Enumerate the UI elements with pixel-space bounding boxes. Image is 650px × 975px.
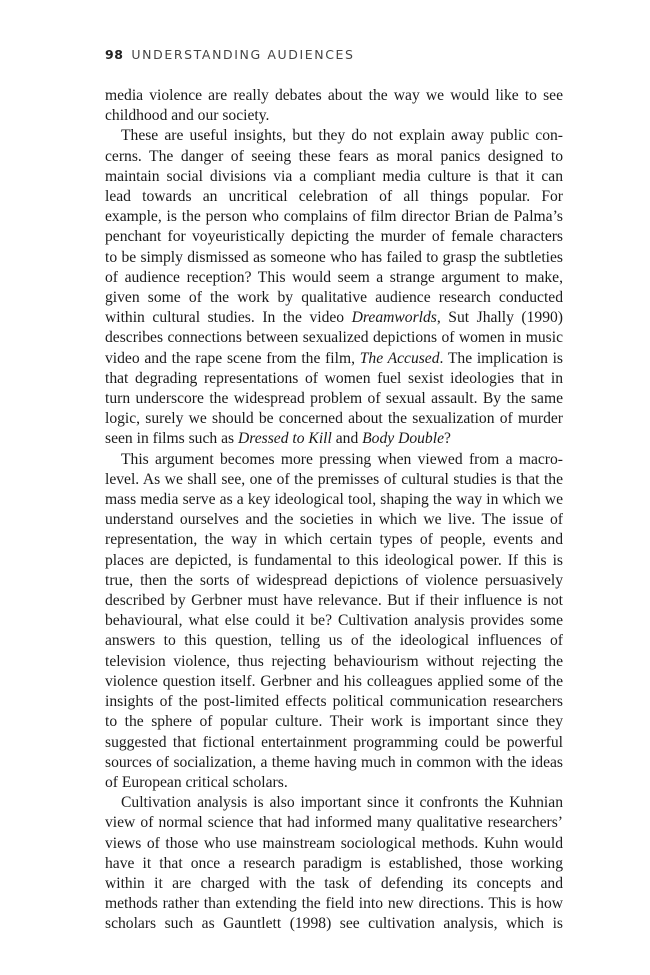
text-line: within it are charged with the task of defending its concepts and [105, 874, 563, 892]
text-line: to the sphere of popular culture. Their work is important since they [105, 713, 563, 731]
text-line: views of those who use mainstream sociological methods. Kuhn would [105, 834, 563, 852]
italic-title: The Accused [359, 349, 440, 367]
text-line: penchant for voyeuristically depicting the murder of female characters [105, 228, 563, 246]
italic-title: Body Double [362, 430, 444, 448]
text-line: understand ourselves and the societies in which we live. The issue of [105, 511, 563, 529]
paragraph [105, 450, 563, 793]
text-line: Cultivation analysis is also important since it confronts the Kuhnian [121, 794, 563, 812]
text-line: This argument becomes more pressing when viewed from a macro- [121, 450, 563, 468]
paragraph [105, 126, 563, 449]
page-number: 98 [105, 47, 124, 62]
text-line: maintain social divisions via a compliant media culture is that it can [105, 167, 563, 185]
running-title: UNDERSTANDING AUDIENCES [131, 47, 355, 62]
text-line: representation, the way in which certain types of people, events and [105, 531, 563, 549]
text-line: given some of the work by qualitative audience research conducted [105, 289, 563, 307]
text-line: methods rather than extending the field into new directions. This is how [105, 895, 563, 913]
text-line: described by Gerbner must have relevance. But if their influence is not [105, 592, 563, 610]
body-text [105, 86, 563, 935]
paragraph [105, 793, 563, 934]
text-line: mass media serve as a key ideological tool, shaping the way in which we [105, 491, 563, 509]
text-line: have it that once a research paradigm is established, those working [105, 854, 563, 872]
text-line: view of normal science that had informed many qualitative researchers’ [105, 814, 563, 832]
text-line: answers to this question, telling us of the ideological influences of [105, 632, 563, 650]
text-line: logic, surely we should be concerned about the sexualization of murder [105, 410, 563, 428]
text-line: places are depicted, is fundamental to this ideological power. If this is [105, 551, 563, 569]
text-line: insights of the post-limited effects political communication researchers [105, 693, 563, 711]
text-line: violence question itself. Gerbner and his colleagues applied some of the [105, 672, 563, 690]
text-line: television violence, thus rejecting behaviourism without rejecting the [105, 652, 563, 670]
text-line: turn underscore the widespread problem of sexual assault. By the same [105, 390, 563, 408]
text-line: lead towards an uncritical celebration of all things popular. For [105, 188, 563, 206]
text-line: These are useful insights, but they do not explain away public con- [121, 127, 563, 145]
text-line: scholars such as Gauntlett (1998) see cultivation analysis, which is [105, 915, 563, 933]
text-line: sources of socialization, a theme having much in common with the ideas [105, 753, 563, 771]
text-line: that degrading representations of women fuel sexist ideologies that in [105, 369, 563, 387]
text-line: media violence are really debates about the way we would like to see [105, 87, 563, 104]
text-line: within cultural studies. In the video Dreamworlds, Sut Jhally (1990) [105, 309, 563, 327]
text-line: of audience reception? This would seem a strange argument to make, [105, 268, 563, 286]
text-line: example, is the person who complains of film director Brian de Palma’s [105, 208, 563, 226]
italic-title: Dreamworlds [351, 309, 437, 327]
text-line: video and the rape scene from the film, The Accused. The implication is [105, 349, 563, 367]
text-line: behavioural, what else could it be? Cultivation analysis provides some [105, 612, 563, 630]
text-line: suggested that fictional entertainment programming could be powerful [105, 733, 563, 751]
text-line: true, then the sorts of widespread depictions of violence persuasively [105, 571, 563, 589]
text-line: describes connections between sexualized depictions of women in music [105, 329, 563, 347]
text-line: childhood and our society. [105, 107, 270, 125]
text-line: seen in films such as Dressed to Kill and Body Double? [105, 430, 451, 448]
text-line: to be simply dismissed as someone who has failed to grasp the subtleties [105, 248, 563, 266]
text-line: level. As we shall see, one of the premisses of cultural studies is that the [105, 470, 563, 488]
paragraph [105, 86, 563, 126]
running-head [105, 47, 355, 62]
italic-title: Dressed to Kill [237, 430, 332, 448]
text-line: cerns. The danger of seeing these fears as moral panics designed to [105, 147, 563, 165]
text-line: of European critical scholars. [105, 773, 288, 791]
